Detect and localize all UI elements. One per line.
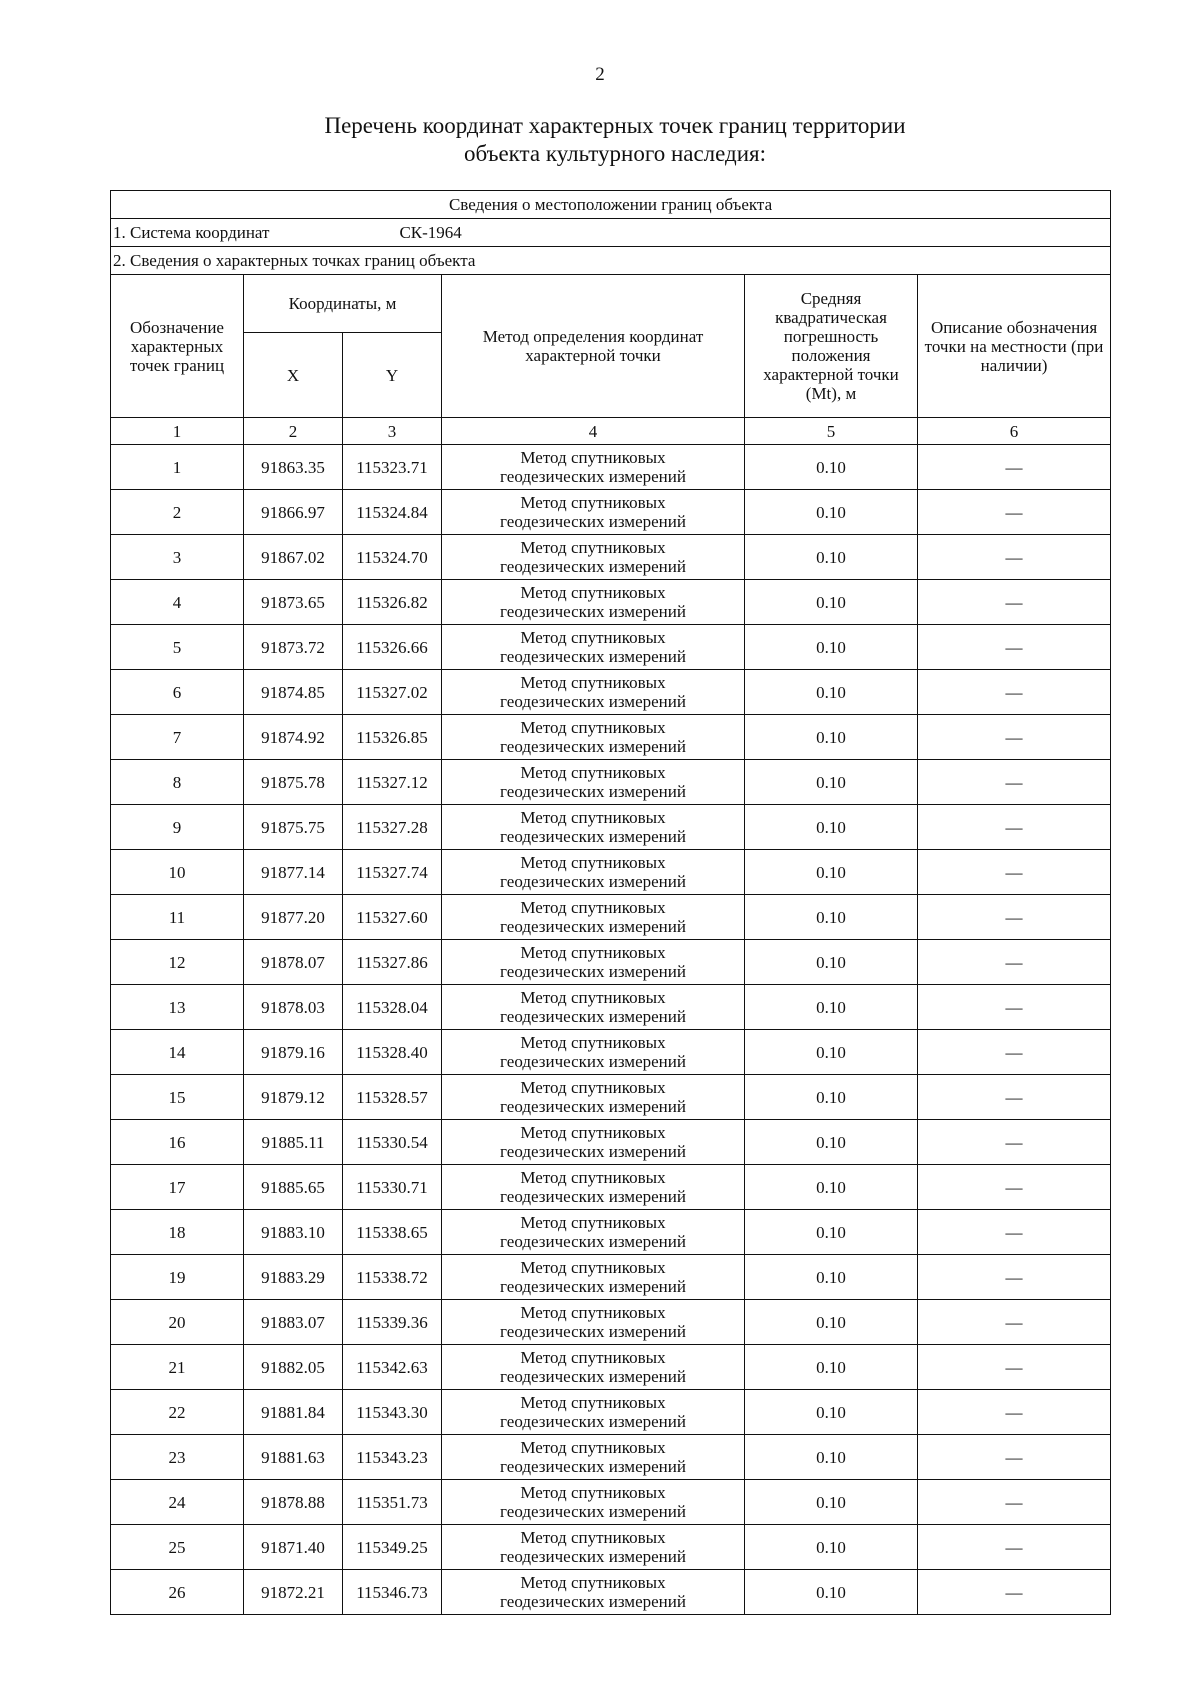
coordinate-x: 91863.35 (244, 445, 343, 490)
coordinate-x: 91877.20 (244, 895, 343, 940)
coordinate-system-row (111, 219, 1111, 247)
table-row (111, 1165, 1111, 1210)
point-number: 3 (111, 535, 244, 580)
method-line-2: геодезических измерений (500, 1277, 686, 1296)
method (442, 1570, 745, 1615)
mean-error: 0.10 (745, 1300, 918, 1345)
mean-error: 0.10 (745, 490, 918, 535)
point-description: — (918, 625, 1111, 670)
method-line-1: Метод спутниковых (520, 808, 666, 827)
table-row (111, 490, 1111, 535)
method (442, 580, 745, 625)
table-row (111, 1480, 1111, 1525)
method-line-1: Метод спутниковых (520, 943, 666, 962)
coordinate-x: 91874.85 (244, 670, 343, 715)
coordinate-x: 91878.88 (244, 1480, 343, 1525)
point-number: 9 (111, 805, 244, 850)
method (442, 850, 745, 895)
coordinate-y: 115330.54 (343, 1120, 442, 1165)
table-row (111, 805, 1111, 850)
coordinate-y: 115326.85 (343, 715, 442, 760)
coordinate-y: 115327.28 (343, 805, 442, 850)
mean-error: 0.10 (745, 715, 918, 760)
method-line-1: Метод спутниковых (520, 1303, 666, 1322)
method-line-2: геодезических измерений (500, 827, 686, 846)
table-row (111, 940, 1111, 985)
method-line-1: Метод спутниковых (520, 1483, 666, 1502)
table-row (111, 985, 1111, 1030)
coordinate-x: 91883.07 (244, 1300, 343, 1345)
table-row (111, 1390, 1111, 1435)
point-description: — (918, 1480, 1111, 1525)
coordinate-x: 91878.03 (244, 985, 343, 1030)
column-number: 3 (343, 418, 442, 445)
column-number: 2 (244, 418, 343, 445)
coordinate-x: 91881.63 (244, 1435, 343, 1480)
table-row (111, 850, 1111, 895)
coordinate-x: 91883.10 (244, 1210, 343, 1255)
method (442, 1165, 745, 1210)
header-designation: Обозначение характерных точек границ (111, 275, 244, 418)
point-description: — (918, 1075, 1111, 1120)
point-description: — (918, 490, 1111, 535)
mean-error: 0.10 (745, 1525, 918, 1570)
table-row (111, 445, 1111, 490)
method (442, 445, 745, 490)
point-number: 8 (111, 760, 244, 805)
method (442, 715, 745, 760)
point-description: — (918, 1165, 1111, 1210)
point-description: — (918, 445, 1111, 490)
coordinates-table (110, 190, 1111, 1615)
table-row (111, 1345, 1111, 1390)
table-row (111, 1075, 1111, 1120)
point-number: 22 (111, 1390, 244, 1435)
method-line-1: Метод спутниковых (520, 1438, 666, 1457)
method (442, 1525, 745, 1570)
table-row (111, 1030, 1111, 1075)
point-number: 13 (111, 985, 244, 1030)
mean-error: 0.10 (745, 940, 918, 985)
point-number: 18 (111, 1210, 244, 1255)
method (442, 1120, 745, 1165)
mean-error: 0.10 (745, 1210, 918, 1255)
method-line-2: геодезических измерений (500, 467, 686, 486)
coordinate-y: 115326.66 (343, 625, 442, 670)
coordinate-x: 91881.84 (244, 1390, 343, 1435)
coordinate-y: 115328.40 (343, 1030, 442, 1075)
point-description: — (918, 1435, 1111, 1480)
point-description: — (918, 1345, 1111, 1390)
point-number: 25 (111, 1525, 244, 1570)
method-line-2: геодезических измерений (500, 602, 686, 621)
table-row (111, 1210, 1111, 1255)
point-description: — (918, 1030, 1111, 1075)
mean-error: 0.10 (745, 1390, 918, 1435)
point-number: 12 (111, 940, 244, 985)
table-row (111, 715, 1111, 760)
method-line-1: Метод спутниковых (520, 853, 666, 872)
method (442, 1435, 745, 1480)
method-line-1: Метод спутниковых (520, 763, 666, 782)
mean-error: 0.10 (745, 850, 918, 895)
method (442, 940, 745, 985)
mean-error: 0.10 (745, 580, 918, 625)
coordinate-y: 115339.36 (343, 1300, 442, 1345)
method-line-2: геодезических измерений (500, 1547, 686, 1566)
method-line-1: Метод спутниковых (520, 1348, 666, 1367)
mean-error: 0.10 (745, 1345, 918, 1390)
column-number: 5 (745, 418, 918, 445)
header-y: Y (343, 333, 442, 418)
method (442, 625, 745, 670)
coordinate-x: 91873.72 (244, 625, 343, 670)
points-section-label: 2. Сведения о характерных точках границ объекта (111, 247, 1111, 275)
point-description: — (918, 580, 1111, 625)
method-line-1: Метод спутниковых (520, 1168, 666, 1187)
coordinate-x: 91882.05 (244, 1345, 343, 1390)
point-description: — (918, 1255, 1111, 1300)
method (442, 535, 745, 580)
method-line-1: Метод спутниковых (520, 1573, 666, 1592)
mean-error: 0.10 (745, 625, 918, 670)
table-caption: Сведения о местоположении границ объекта (111, 191, 1111, 219)
table-row (111, 625, 1111, 670)
method-line-2: геодезических измерений (500, 917, 686, 936)
point-description: — (918, 985, 1111, 1030)
method (442, 985, 745, 1030)
point-description: — (918, 805, 1111, 850)
method (442, 670, 745, 715)
coordinate-y: 115323.71 (343, 445, 442, 490)
document-title (0, 112, 1200, 168)
coordinate-y: 115351.73 (343, 1480, 442, 1525)
header-description: Описание обозначения точки на местности (при наличии) (918, 275, 1111, 418)
method-line-1: Метод спутниковых (520, 1393, 666, 1412)
point-number: 19 (111, 1255, 244, 1300)
coordinate-x: 91885.11 (244, 1120, 343, 1165)
point-description: — (918, 670, 1111, 715)
coordinate-y: 115327.86 (343, 940, 442, 985)
method-line-1: Метод спутниковых (520, 898, 666, 917)
method (442, 1390, 745, 1435)
point-number: 26 (111, 1570, 244, 1615)
method-line-1: Метод спутниковых (520, 448, 666, 467)
mean-error: 0.10 (745, 445, 918, 490)
point-number: 15 (111, 1075, 244, 1120)
coordinate-y: 115343.30 (343, 1390, 442, 1435)
table-row (111, 1525, 1111, 1570)
method-line-2: геодезических измерений (500, 1142, 686, 1161)
table-row (111, 670, 1111, 715)
point-number: 10 (111, 850, 244, 895)
point-number: 1 (111, 445, 244, 490)
method-line-2: геодезических измерений (500, 512, 686, 531)
coordinate-x: 91875.75 (244, 805, 343, 850)
coordinate-y: 115324.70 (343, 535, 442, 580)
page-number: 2 (595, 64, 605, 85)
column-number: 1 (111, 418, 244, 445)
column-number: 6 (918, 418, 1111, 445)
method-line-1: Метод спутниковых (520, 538, 666, 557)
method-line-2: геодезических измерений (500, 737, 686, 756)
point-description: — (918, 1300, 1111, 1345)
method-line-1: Метод спутниковых (520, 493, 666, 512)
point-description: — (918, 715, 1111, 760)
mean-error: 0.10 (745, 760, 918, 805)
method (442, 1345, 745, 1390)
mean-error: 0.10 (745, 535, 918, 580)
method-line-2: геодезических измерений (500, 1412, 686, 1431)
mean-error: 0.10 (745, 805, 918, 850)
coordinate-system-label: 1. Система координат (113, 223, 270, 242)
point-description: — (918, 1525, 1111, 1570)
method-line-1: Метод спутниковых (520, 1213, 666, 1232)
coordinate-x: 91872.21 (244, 1570, 343, 1615)
coordinate-y: 115338.65 (343, 1210, 442, 1255)
method-line-2: геодезических измерений (500, 872, 686, 891)
coordinate-x: 91874.92 (244, 715, 343, 760)
method-line-2: геодезических измерений (500, 1367, 686, 1386)
coordinate-x: 91875.78 (244, 760, 343, 805)
table-row (111, 1570, 1111, 1615)
header-x: X (244, 333, 343, 418)
coordinate-y: 115346.73 (343, 1570, 442, 1615)
mean-error: 0.10 (745, 895, 918, 940)
coordinate-y: 115330.71 (343, 1165, 442, 1210)
point-number: 6 (111, 670, 244, 715)
coordinate-y: 115328.57 (343, 1075, 442, 1120)
method (442, 490, 745, 535)
method-line-2: геодезических измерений (500, 1007, 686, 1026)
method (442, 1300, 745, 1345)
header-coordinates: Координаты, м (244, 275, 442, 333)
coordinate-system-value: СК-1964 (399, 223, 462, 242)
point-description: — (918, 1390, 1111, 1435)
point-description: — (918, 1120, 1111, 1165)
table-row (111, 1435, 1111, 1480)
method-line-2: геодезических измерений (500, 1052, 686, 1071)
point-number: 17 (111, 1165, 244, 1210)
point-number: 24 (111, 1480, 244, 1525)
method-line-2: геодезических измерений (500, 1322, 686, 1341)
method (442, 1030, 745, 1075)
method-line-2: геодезических измерений (500, 782, 686, 801)
coordinate-y: 115342.63 (343, 1345, 442, 1390)
method-line-1: Метод спутниковых (520, 673, 666, 692)
coordinate-x: 91879.16 (244, 1030, 343, 1075)
coordinate-y: 115327.60 (343, 895, 442, 940)
method-line-2: геодезических измерений (500, 647, 686, 666)
method-line-2: геодезических измерений (500, 1232, 686, 1251)
point-number: 4 (111, 580, 244, 625)
mean-error: 0.10 (745, 670, 918, 715)
method (442, 760, 745, 805)
table-row (111, 580, 1111, 625)
column-number: 4 (442, 418, 745, 445)
coordinate-x: 91877.14 (244, 850, 343, 895)
point-description: — (918, 850, 1111, 895)
point-number: 7 (111, 715, 244, 760)
document-title-line-1: Перечень координат характерных точек границ территории (324, 113, 906, 138)
method (442, 1255, 745, 1300)
method-line-1: Метод спутниковых (520, 718, 666, 737)
point-number: 14 (111, 1030, 244, 1075)
table-row (111, 1300, 1111, 1345)
coordinate-y: 115349.25 (343, 1525, 442, 1570)
coordinate-y: 115327.74 (343, 850, 442, 895)
method-line-2: геодезических измерений (500, 1502, 686, 1521)
mean-error: 0.10 (745, 1075, 918, 1120)
point-description: — (918, 535, 1111, 580)
mean-error: 0.10 (745, 1120, 918, 1165)
method-line-1: Метод спутниковых (520, 1258, 666, 1277)
table-row (111, 1255, 1111, 1300)
coordinate-x: 91879.12 (244, 1075, 343, 1120)
point-description: — (918, 895, 1111, 940)
method-line-1: Метод спутниковых (520, 583, 666, 602)
mean-error: 0.10 (745, 1480, 918, 1525)
method-line-1: Метод спутниковых (520, 1033, 666, 1052)
point-number: 23 (111, 1435, 244, 1480)
method-line-2: геодезических измерений (500, 1097, 686, 1116)
method-line-2: геодезических измерений (500, 962, 686, 981)
method-line-1: Метод спутниковых (520, 628, 666, 647)
coordinate-x: 91878.07 (244, 940, 343, 985)
method (442, 1210, 745, 1255)
coordinate-y: 115327.02 (343, 670, 442, 715)
coordinate-x: 91873.65 (244, 580, 343, 625)
mean-error: 0.10 (745, 1570, 918, 1615)
point-description: — (918, 1210, 1111, 1255)
method (442, 895, 745, 940)
point-number: 2 (111, 490, 244, 535)
method (442, 1075, 745, 1120)
coordinate-x: 91885.65 (244, 1165, 343, 1210)
point-number: 16 (111, 1120, 244, 1165)
coordinate-y: 115338.72 (343, 1255, 442, 1300)
coordinate-y: 115328.04 (343, 985, 442, 1030)
method (442, 805, 745, 850)
coordinate-x: 91866.97 (244, 490, 343, 535)
coordinate-y: 115327.12 (343, 760, 442, 805)
method-line-1: Метод спутниковых (520, 1123, 666, 1142)
document-title-line-2: объекта культурного наследия: (463, 141, 767, 166)
point-number: 11 (111, 895, 244, 940)
header-method: Метод определения координат характерной точки (442, 275, 745, 418)
point-description: — (918, 760, 1111, 805)
method-line-2: геодезических измерений (500, 1592, 686, 1611)
mean-error: 0.10 (745, 1435, 918, 1480)
method-line-1: Метод спутниковых (520, 988, 666, 1007)
mean-error: 0.10 (745, 985, 918, 1030)
method-line-2: геодезических измерений (500, 1187, 686, 1206)
table-row (111, 760, 1111, 805)
method-line-2: геодезических измерений (500, 692, 686, 711)
point-number: 5 (111, 625, 244, 670)
table-row (111, 895, 1111, 940)
method-line-2: геодезических измерений (500, 1457, 686, 1476)
point-description: — (918, 1570, 1111, 1615)
point-number: 21 (111, 1345, 244, 1390)
mean-error: 0.10 (745, 1255, 918, 1300)
point-description: — (918, 940, 1111, 985)
header-mean-error: Средняя квадратическая погрешность положения характерной точки (Mt), м (745, 275, 918, 418)
coordinate-y: 115343.23 (343, 1435, 442, 1480)
mean-error: 0.10 (745, 1165, 918, 1210)
coordinate-x: 91883.29 (244, 1255, 343, 1300)
coordinate-y: 115326.82 (343, 580, 442, 625)
coordinate-x: 91867.02 (244, 535, 343, 580)
coordinate-x: 91871.40 (244, 1525, 343, 1570)
method-line-1: Метод спутниковых (520, 1078, 666, 1097)
mean-error: 0.10 (745, 1030, 918, 1075)
coordinate-y: 115324.84 (343, 490, 442, 535)
method-line-1: Метод спутниковых (520, 1528, 666, 1547)
table-row (111, 535, 1111, 580)
table-row (111, 1120, 1111, 1165)
method (442, 1480, 745, 1525)
point-number: 20 (111, 1300, 244, 1345)
method-line-2: геодезических измерений (500, 557, 686, 576)
